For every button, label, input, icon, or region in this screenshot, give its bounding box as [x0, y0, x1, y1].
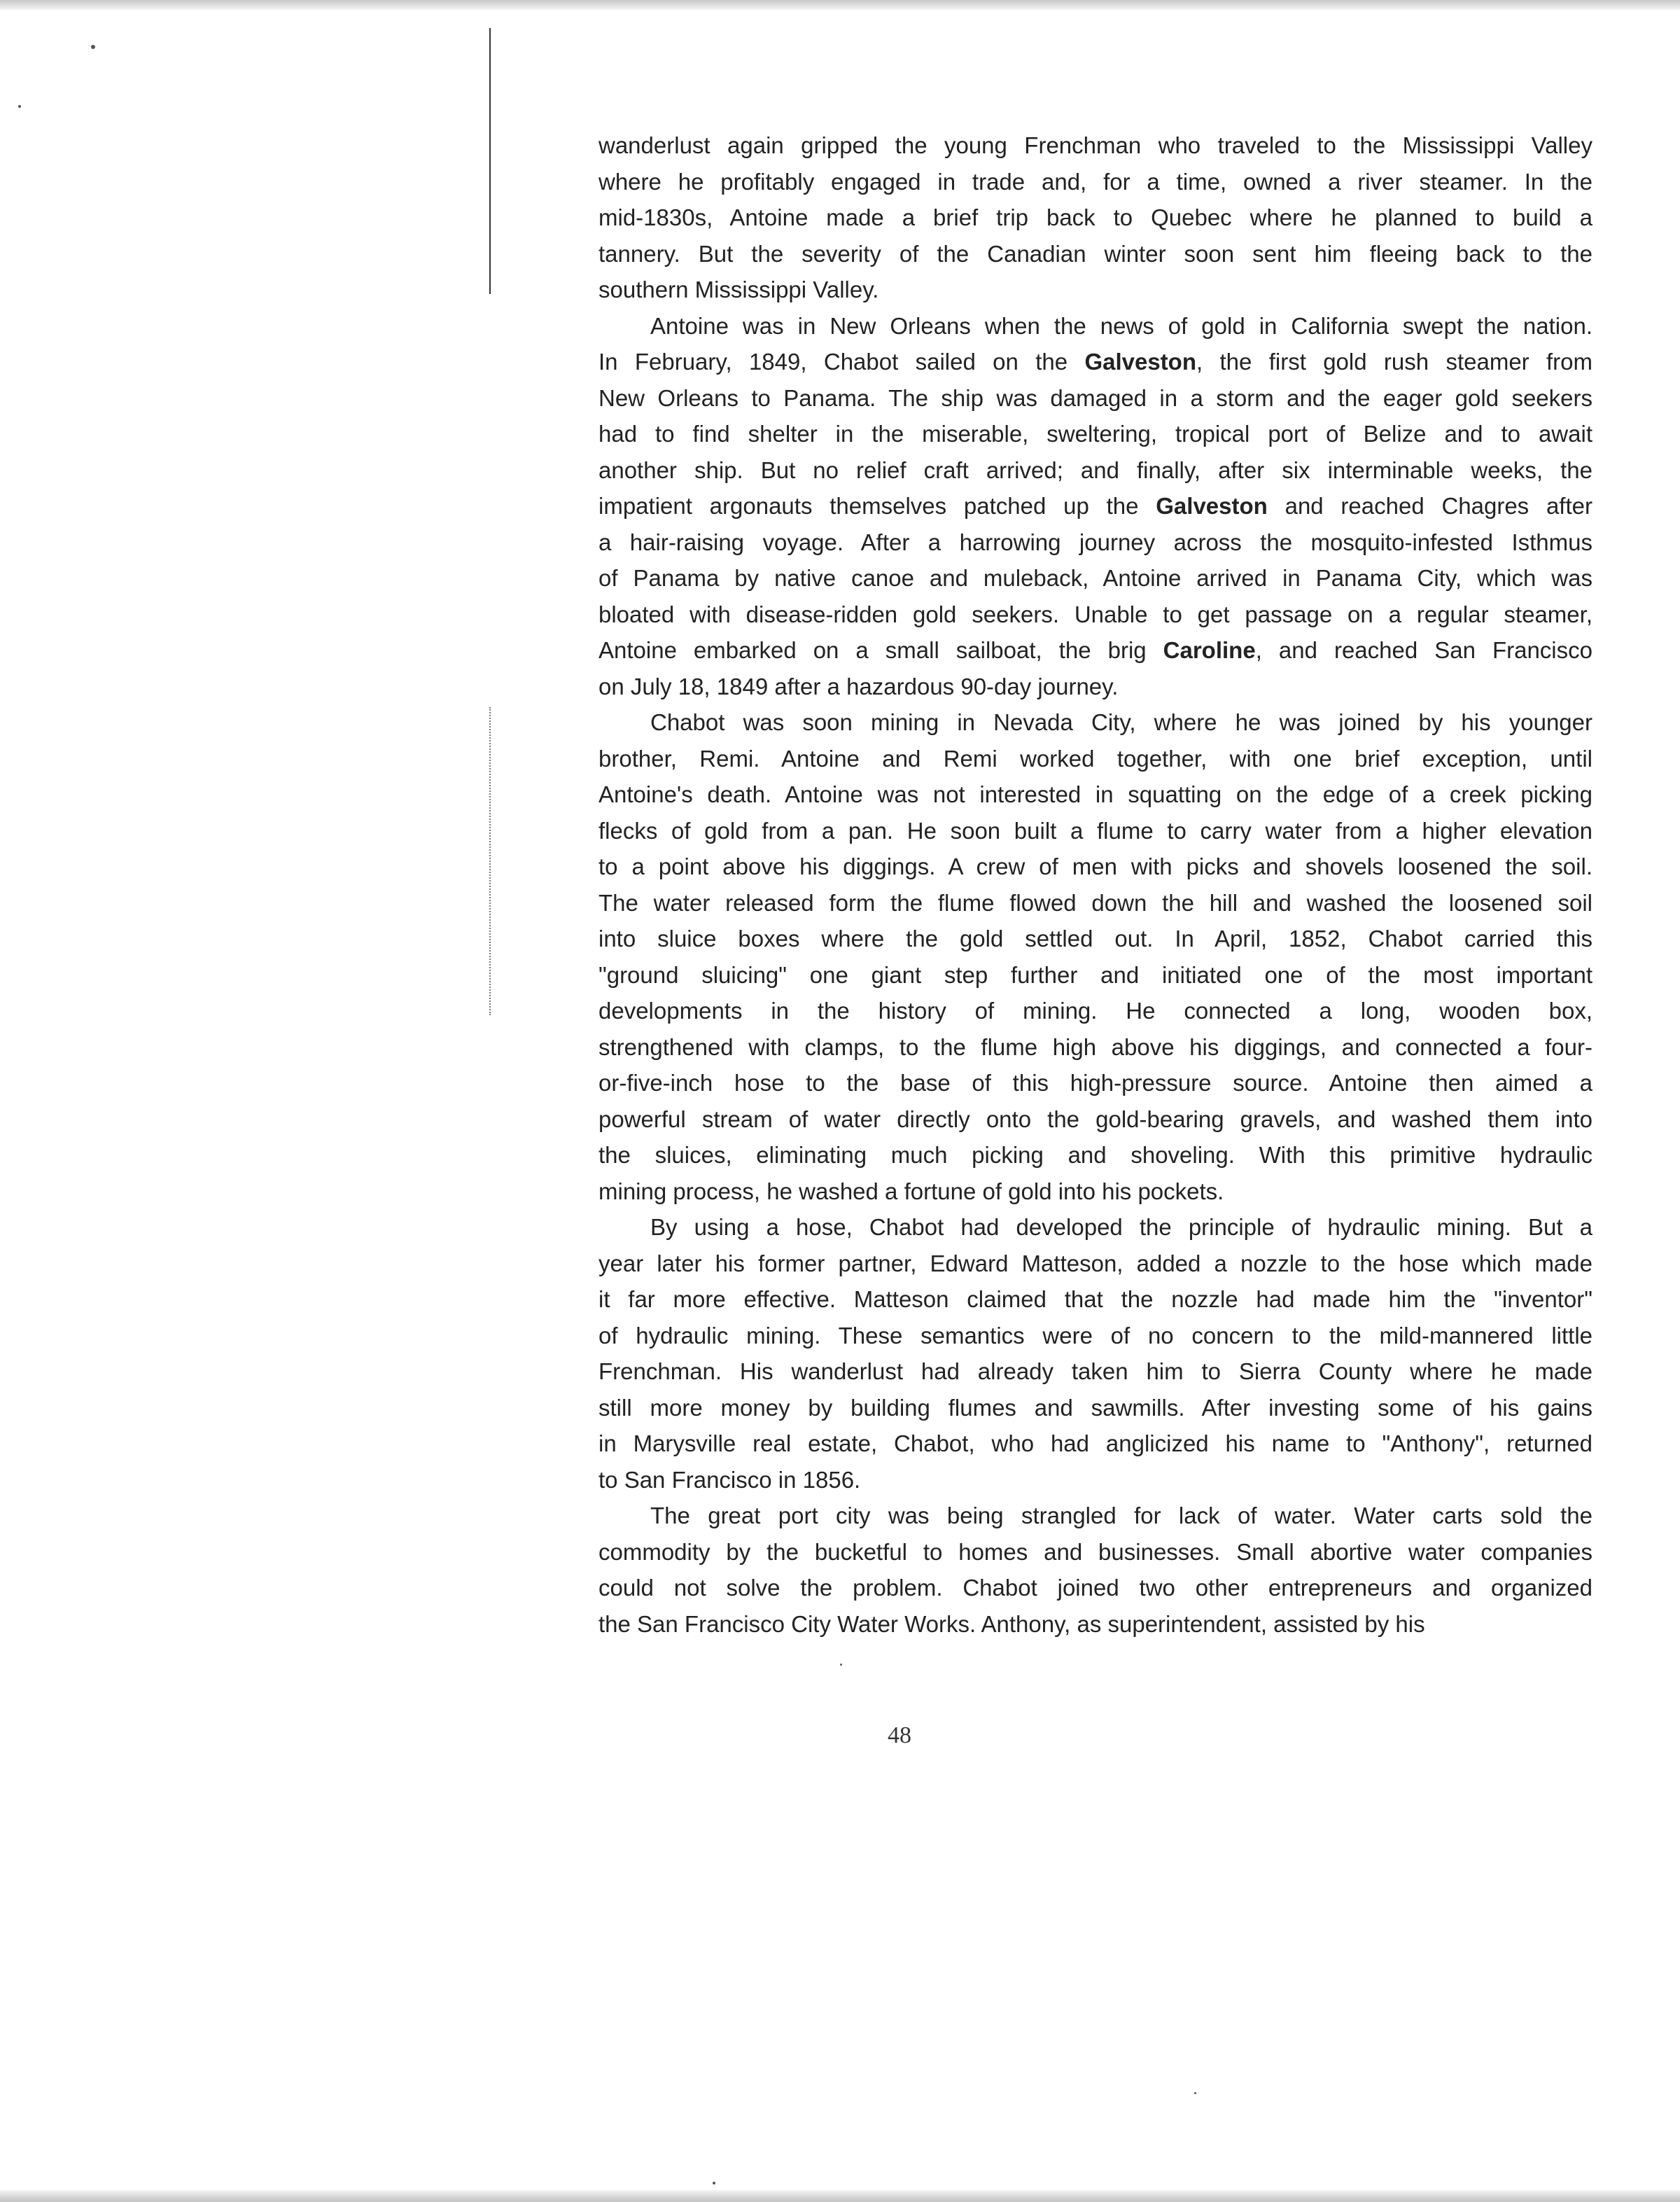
scan-top-edge — [0, 0, 1680, 10]
text-line: into sluice boxes where the gold settled out. In April, 1852, Chabot carried this — [598, 926, 1592, 952]
text-line: strengthened with clamps, to the flume high above his diggings, and connected a four- — [598, 1033, 1592, 1060]
text-line: the sluices, eliminating much picking and shoveling. With this primitive hydraulic — [598, 1142, 1592, 1168]
text-line: another ship. But no relief craft arrived; and finally, after six interminable weeks, the — [598, 457, 1592, 483]
text-line: or-five-inch hose to the base of this high-pressure source. Antoine then aimed a — [598, 1070, 1592, 1096]
text-line: In February, 1849, Chabot sailed on the Galveston, the first gold rush steamer from — [598, 349, 1592, 375]
ship-name: Galveston — [1156, 493, 1268, 519]
text-line: Frenchman. His wanderlust had already taken him to Sierra County where he made — [598, 1358, 1592, 1384]
text-line: commodity by the bucketful to homes and businesses. Small abortive water companies — [598, 1538, 1592, 1565]
text-line: of Panama by native canoe and muleback, Antoine arrived in Panama City, which was — [598, 565, 1592, 591]
text-line: tannery. But the severity of the Canadian winter soon sent him fleeing back to the — [598, 240, 1592, 267]
text-line: to San Francisco in 1856. — [598, 1466, 861, 1493]
scan-speck — [18, 105, 21, 108]
text-line: where he profitably engaged in trade and, for a time, owned a river steamer. In the — [598, 168, 1592, 195]
paragraph — [598, 1209, 1592, 1498]
text-line: mining process, he washed a fortune of gold into his pockets. — [598, 1178, 1224, 1204]
text-line: The water released form the flume flowed down the hill and washed the loosened soil — [598, 889, 1592, 916]
text-line: year later his former partner, Edward Matteson, added a nozzle to the hose which made — [598, 1250, 1592, 1276]
text-line: "ground sluicing" one giant step further and initiated one of the most important — [598, 961, 1592, 988]
text-line: Antoine's death. Antoine was not interested in squatting on the edge of a creek picking — [598, 781, 1592, 807]
text-line: impatient argonauts themselves patched up the Galveston and reached Chagres after — [598, 493, 1592, 519]
text-line: brother, Remi. Antoine and Remi worked together, with one brief exception, until — [598, 745, 1592, 772]
ship-name: Caroline — [1163, 637, 1256, 663]
scan-speck — [91, 45, 95, 49]
text-line: on July 18, 1849 after a hazardous 90-day journey. — [598, 673, 1119, 699]
text-line: bloated with disease-ridden gold seekers. Unable to get passage on a regular steamer, — [598, 601, 1592, 627]
text-line: powerful stream of water directly onto the gold-bearing gravels, and washed them into — [598, 1106, 1592, 1132]
paragraph — [598, 704, 1592, 1209]
scan-bottom-edge — [0, 2190, 1680, 2202]
text-line: to a point above his diggings. A crew of men with picks and shovels loosened the soil. — [598, 853, 1592, 879]
text-line: still more money by building flumes and sawmills. After investing some of his gains — [598, 1394, 1592, 1421]
text-line: the San Francisco City Water Works. Anthony, as superintendent, assisted by his — [598, 1610, 1425, 1637]
text-line: mid-1830s, Antoine made a brief trip back to Quebec where he planned to build a — [598, 204, 1592, 230]
paragraph — [598, 308, 1592, 705]
text-line: southern Mississippi Valley. — [598, 277, 879, 302]
text-line: By using a hose, Chabot had developed the principle of hydraulic mining. But a — [650, 1214, 1592, 1240]
text-line: wanderlust again gripped the young Frenchman who traveled to the Mississippi Valley — [598, 132, 1592, 158]
body-text — [598, 127, 1592, 1642]
paragraph — [598, 127, 1592, 308]
scan-speck — [840, 1664, 842, 1666]
text-line: Antoine was in New Orleans when the news of gold in California swept the nation. — [650, 312, 1592, 339]
text-line: developments in the history of mining. He connected a long, wooden box, — [598, 998, 1592, 1024]
text-line: of hydraulic mining. These semantics were of no concern to the mild-mannered little — [598, 1322, 1592, 1349]
text-line: New Orleans to Panama. The ship was damaged in a storm and the eager gold seekers — [598, 384, 1592, 411]
text-line: had to find shelter in the miserable, sweltering, tropical port of Belize and to await — [598, 421, 1592, 447]
scan-speck — [713, 2182, 715, 2184]
text-line: it far more effective. Matteson claimed that the nozzle had made him the "inventor" — [598, 1286, 1592, 1312]
page-number: 48 — [888, 1722, 911, 1748]
text-line: Chabot was soon mining in Nevada City, where he was joined by his younger — [650, 709, 1592, 735]
text-line: could not solve the problem. Chabot joined two other entrepreneurs and organized — [598, 1575, 1592, 1601]
text-line: Antoine embarked on a small sailboat, the brig Caroline, and reached San Francisco — [598, 637, 1592, 663]
text-line: The great port city was being strangled for lack of water. Water carts sold the — [650, 1503, 1592, 1528]
ship-name: Galveston — [1084, 349, 1196, 375]
binding-line — [489, 28, 491, 294]
text-line: in Marysville real estate, Chabot, who had anglicized his name to "Anthony", returned — [598, 1430, 1592, 1456]
binding-line-dotted — [489, 707, 491, 1015]
text-line: flecks of gold from a pan. He soon built a flume to carry water from a higher elevation — [598, 817, 1592, 844]
text-line: a hair-raising voyage. After a harrowing journey across the mosquito-infested Isthmus — [598, 529, 1592, 555]
page-number-container — [0, 1722, 1680, 1749]
paragraph — [598, 1498, 1592, 1642]
scan-speck — [1194, 2092, 1196, 2094]
